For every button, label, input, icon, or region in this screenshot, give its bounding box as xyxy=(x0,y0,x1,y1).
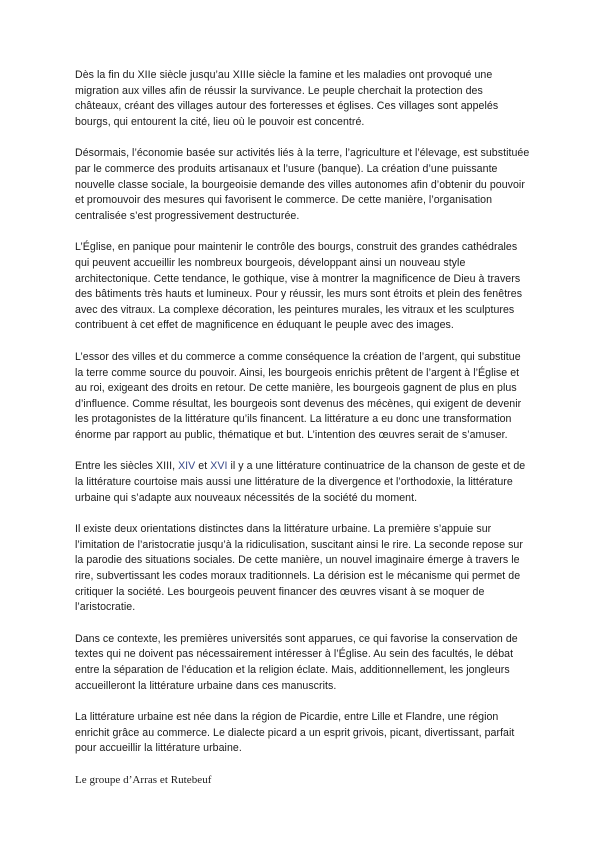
centuries-text-after: il y a une littérature continuatrice de la chanson de geste et de la littérature courtoise mais aussi une littérature de la divergence et l’orthodoxie, la littérature urbaine qui s’adapte aux nouveaux nécessités de la société du moment. xyxy=(75,460,526,504)
paragraph-church-gothic: L’Église, en panique pour maintenir le contrôle des bourgs, construit des grandes cathédrales qui peuvent accueillir les nombreux bourgeois, développant ainsi un nouveau style architectonique. Cette tendance, le gothique, vise à montrer la magnificence de Dieu à travers des bâtiments très hauts et lumineux. Pour y réussir, les murs sont étroits et plein des fenêtres avec des vitraux. La complexe décoration, les peintures murales, les vitraux et les sculptures contribuent à cet effet de magnificence en éduquant le peuple avec des images. xyxy=(75,241,523,332)
section-heading: Le groupe d’Arras et Rutebeuf xyxy=(75,773,212,786)
paragraph-economy-bourgeoisie: Désormais, l’économie basée sur activités liés à la terre, l’agriculture et l’élevage, est substituée par le commerce des produits artisanaux et l’usure (banque). La création d’une puissante nouvelle classe sociale, la bourgeoisie demande des villes autonomes afin d’obtenir du pouvoir et promouvoir des mesures qui favorisent le commerce. De cette manière, l’organisation centralisée s’est progressivement destructurée. xyxy=(75,147,530,222)
centuries-text-and: et xyxy=(195,460,211,473)
century-xvi: XVI xyxy=(210,460,228,473)
paragraph-picardie: La littérature urbaine est née dans la région de Picardie, entre Lille et Flandre, une région enrichit grâce au commerce. Le dialecte picard a un esprit grivois, picant, divertissant, parfait pour accueillir la littérature urbaine. xyxy=(75,711,515,755)
paragraph-famine-migration: Dès la fin du XIIe siècle jusqu’au XIIIe siècle la famine et les maladies ont provoqué une migration aux villes afin de réussir la survivance. Le peuple cherchait la protection des châteaux, créant des villages autour des forteresses et églises. Ces villages sont appelés bourgs, qui entourent la cité, lieu où le pouvoir est concentré. xyxy=(75,69,499,128)
centuries-text-before: Entre les siècles XIII, xyxy=(75,460,179,473)
century-xiv: XIV xyxy=(178,460,196,473)
paragraph-centuries-literature xyxy=(75,459,530,506)
paragraph-money-patrons: L’essor des villes et du commerce a comme conséquence la création de l’argent, qui substitue la terre comme source du pouvoir. Ainsi, les bourgeois enrichis prêtent de l’argent à l’Église et au roi, exigeant des droits en retour. De cette manière, les bourgeois gagnent de plus en plus d’influence. Comme résultat, les bourgeois sont devenus des mécènes, qui exigent de devenir les protagonistes de la littérature qu’ils financent. La littérature a eu donc une transformation énorme par rapport au public, thématique et but. L’intention des œuvres serait de s’amuser. xyxy=(75,350,522,441)
paragraph-two-orientations: Il existe deux orientations distinctes dans la littérature urbaine. La première s’appuie sur l’imitation de l’aristocratie jusqu’à la ridiculisation, suscitant ainsi le rire. La seconde repose sur la parodie des situations sociales. De cette manière, un nouvel imaginaire émerge à travers le rire, subvertissant les codes moraux traditionnels. La dérision est le mécanisme qui permet de critiquer la société. Les bourgeois peuvent financer des œuvres visant à se moquer de l’aristocratie. xyxy=(75,523,523,614)
paragraph-universities: Dans ce contexte, les premières universités sont apparues, ce qui favorise la conservation de textes qui ne doivent pas nécessairement intéresser à l’Église. Au sein des facultés, le débat entre la séparation de l’éducation et la religion éclate. Mais, additionnellement, les jongleurs accueilleront la littérature urbaine dans ces manuscrits. xyxy=(75,632,518,692)
document-page xyxy=(75,68,530,789)
